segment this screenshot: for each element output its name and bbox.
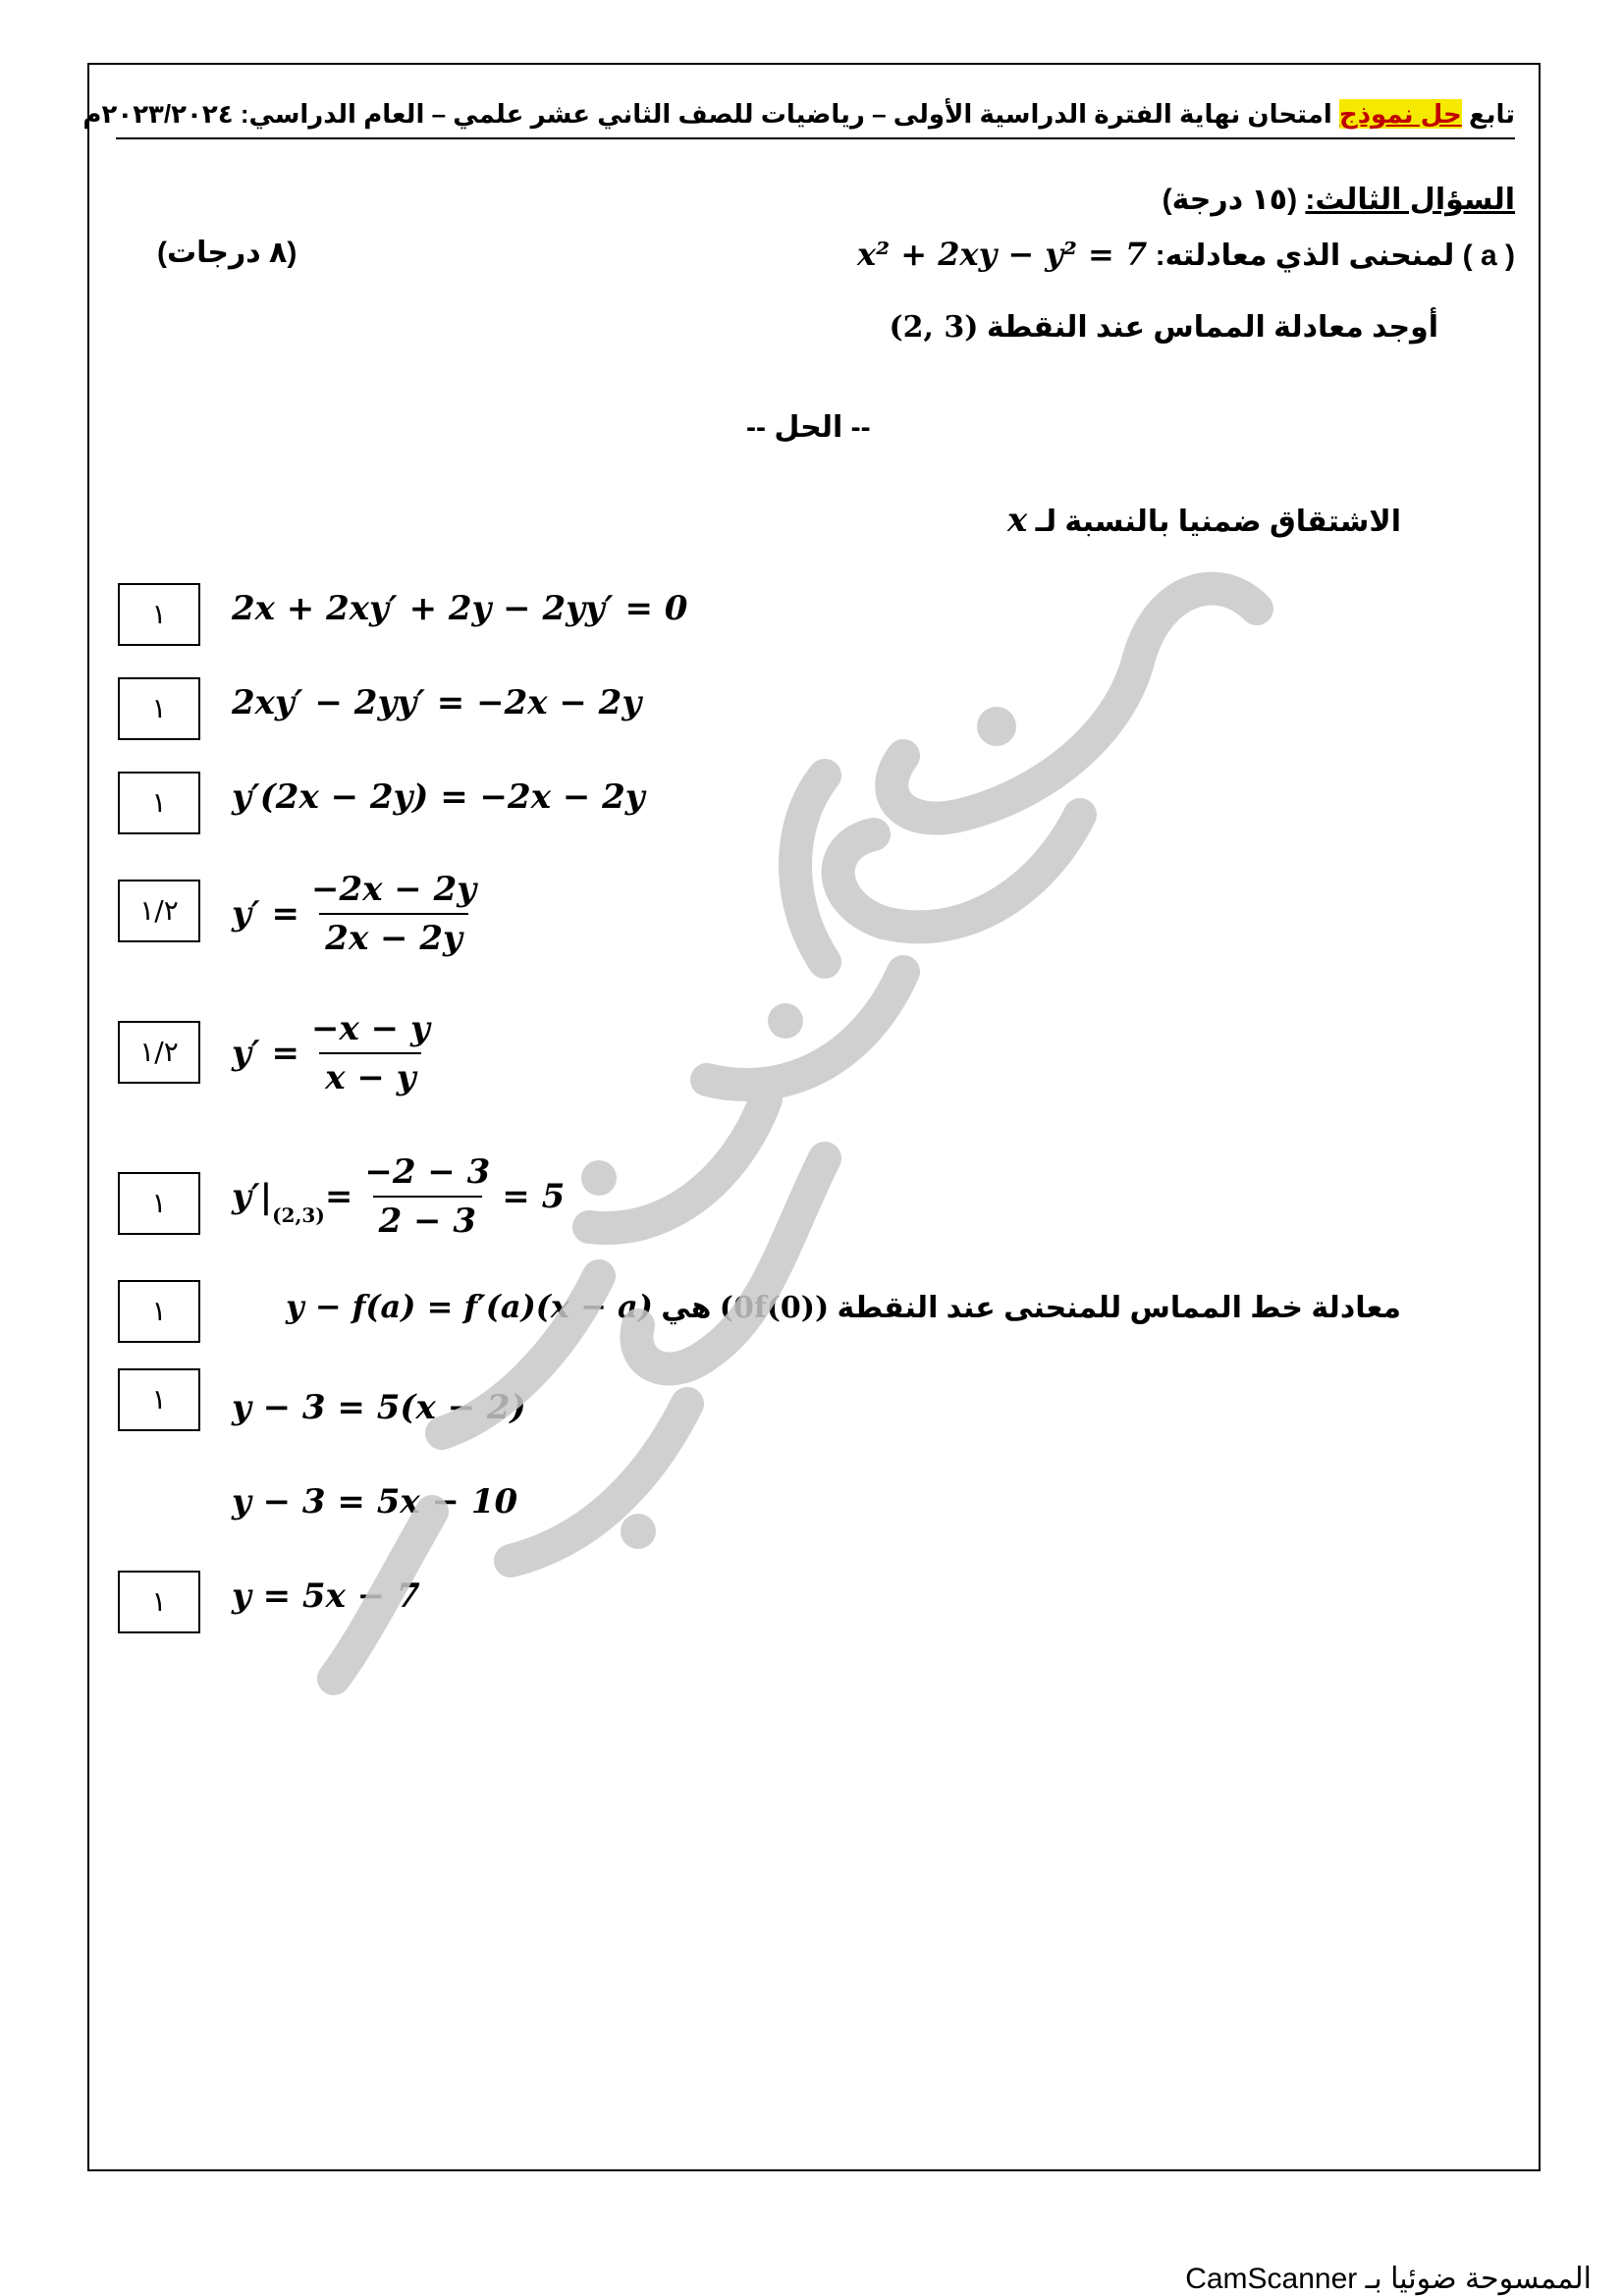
derivative-note: الاشتقاق ضمنيا بالنسبة لـ	[1035, 506, 1401, 538]
exam-header	[82, 90, 1515, 139]
fraction-denominator: 2x − 2y	[319, 913, 468, 958]
final-equation: y = 5x − 7	[232, 1576, 420, 1616]
fraction-lhs: y′ =	[232, 894, 300, 934]
mark-box: ١/٢	[118, 1021, 200, 1084]
evaluated-derivative: y′|	[232, 1177, 273, 1216]
step-equation: 2x + 2xy′ + 2y − 2yy′ = 0	[232, 589, 688, 628]
fraction-numerator: −x − y	[311, 1009, 430, 1048]
mark-box: ١/٢	[118, 880, 200, 942]
mark-box: ١	[118, 772, 200, 834]
tangent-formula-line	[286, 1288, 1401, 1325]
instruction-line	[889, 310, 1438, 345]
mark-box: ١	[118, 583, 200, 646]
fraction	[305, 1009, 436, 1097]
header-prefix: تابع	[1461, 99, 1515, 129]
mark-box: ١	[118, 1571, 200, 1633]
header-highlight: حل نموذج	[1338, 99, 1462, 129]
fraction-denominator: x − y	[319, 1052, 421, 1097]
part-a-label: ( a ) لمنحنى الذي معادلته:	[1155, 240, 1515, 272]
instruction-text: أوجد معادلة المماس عند النقطة	[986, 311, 1438, 344]
derivative-var: x	[1006, 501, 1028, 540]
step-equation: y′(2x − 2y) = −2x − 2y	[232, 777, 645, 817]
question-title: السؤال الثالث:	[1305, 184, 1515, 216]
scanner-footer: الممسوحة ضوئيا بـ CamScanner	[1185, 2263, 1592, 2295]
tangent-formula: y − f(a) = f′(a)(x − a)	[285, 1288, 653, 1325]
fraction-numerator: −2 − 3	[364, 1152, 491, 1192]
solution-title: -- الحل --	[746, 411, 871, 444]
mark-box: ١	[118, 1368, 200, 1431]
mark-box: ١	[118, 677, 200, 740]
part-a-line	[857, 236, 1515, 273]
fraction	[305, 870, 482, 958]
instruction-point: (2, 3)	[889, 310, 979, 345]
equals-sign: =	[324, 1177, 353, 1216]
step-fraction-equation	[232, 1009, 442, 1097]
question-title-line	[1163, 183, 1515, 217]
header-rest: امتحان نهاية الفترة الدراسية الأولى – رياضيات للصف الثاني عشر علمي – العام الدراسي: ٢٠٢٣/٢٠٢٤م	[82, 99, 1339, 129]
tangent-point: (0f(0))	[719, 1291, 830, 1325]
step-equation: 2xy′ − 2yy′ = −2x − 2y	[232, 683, 642, 722]
fraction-lhs: y′ =	[232, 1034, 300, 1073]
part-a-points: (٨ درجات)	[157, 237, 298, 269]
slope-result: = 5	[502, 1177, 566, 1216]
step-fraction-equation	[232, 870, 488, 958]
evaluation-point: (2,3)	[272, 1203, 325, 1227]
mark-box: ١	[118, 1280, 200, 1343]
mark-box: ١	[118, 1172, 200, 1235]
part-a-equation: x² + 2xy − y² = 7	[857, 236, 1148, 273]
step-equation: y − 3 = 5x − 10	[232, 1482, 518, 1522]
tangent-is: هي	[661, 1292, 712, 1324]
page-frame	[87, 63, 1541, 2171]
step-fraction-equation	[232, 1152, 565, 1241]
step-equation: y − 3 = 5(x − 2)	[232, 1388, 526, 1427]
fraction	[358, 1152, 496, 1241]
derivative-note-line	[1007, 501, 1401, 540]
question-points: (١٥ درجة)	[1162, 184, 1306, 216]
fraction-numerator: −2x − 2y	[311, 870, 477, 909]
fraction-denominator: 2 − 3	[373, 1196, 482, 1241]
tangent-formula-text: معادلة خط المماس للمنحنى عند النقطة	[837, 1292, 1401, 1324]
